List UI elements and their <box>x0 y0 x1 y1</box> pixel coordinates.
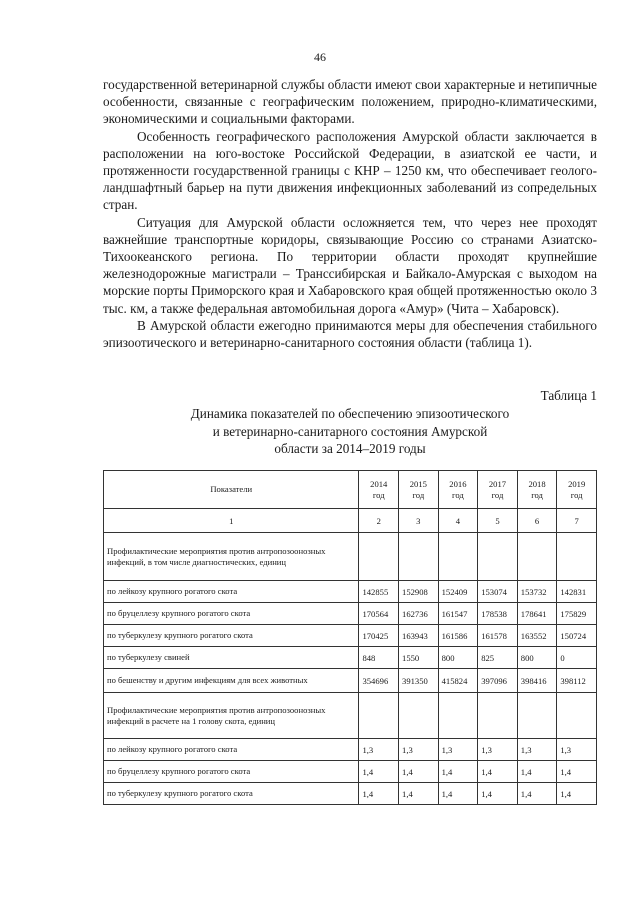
col-number: 1 <box>104 509 359 533</box>
table-row <box>104 533 597 581</box>
header-year: 2016 год <box>438 471 478 509</box>
cell-value: 1,3 <box>557 739 597 761</box>
header-year: 2017 год <box>478 471 518 509</box>
cell-value: 0 <box>557 647 597 669</box>
cell-value <box>557 533 597 581</box>
cell-value: 1,4 <box>359 783 399 805</box>
col-number: 5 <box>478 509 518 533</box>
col-number: 6 <box>517 509 557 533</box>
row-label: по туберкулезу крупного рогатого скота <box>104 625 359 647</box>
row-label: Профилактические мероприятия против антропозоонозных инфекций, в том числе диагностических, единиц <box>104 533 359 581</box>
cell-value <box>557 693 597 739</box>
cell-value: 150724 <box>557 625 597 647</box>
cell-value: 1,3 <box>478 739 518 761</box>
cell-value: 848 <box>359 647 399 669</box>
table-row <box>104 625 597 647</box>
col-number: 4 <box>438 509 478 533</box>
cell-value: 1,4 <box>478 761 518 783</box>
cell-value: 178538 <box>478 603 518 625</box>
cell-value <box>517 533 557 581</box>
row-label: Профилактические мероприятия против антропозоонозных инфекций в расчете на 1 голову скота, единиц <box>104 693 359 739</box>
row-label: по лейкозу крупного рогатого скота <box>104 739 359 761</box>
cell-value <box>517 693 557 739</box>
table-title <box>103 405 597 458</box>
header-year: 2018 год <box>517 471 557 509</box>
cell-value: 1,4 <box>478 783 518 805</box>
paragraph: Особенность географического расположения Амурской области заключается в расположении на юго-востоке Российской Федерации, в азиатской ее части, и протяженности государственной границы с КНР – 1250 км, что обеспечивает геолого-ландшафтный барьер на пути движения инфекционных заболеваний из сопредельных стран. <box>103 128 597 213</box>
table-title-line: области за 2014–2019 годы <box>274 441 426 456</box>
cell-value: 1,4 <box>438 761 478 783</box>
cell-value: 1,4 <box>557 783 597 805</box>
cell-value: 152409 <box>438 581 478 603</box>
cell-value: 1,3 <box>517 739 557 761</box>
table-row <box>104 693 597 739</box>
cell-value: 1,4 <box>438 783 478 805</box>
cell-value: 800 <box>438 647 478 669</box>
cell-value <box>438 693 478 739</box>
cell-value: 1,4 <box>557 761 597 783</box>
cell-value: 1,3 <box>438 739 478 761</box>
table-header-row <box>104 471 597 509</box>
cell-value: 397096 <box>478 669 518 693</box>
cell-value: 142855 <box>359 581 399 603</box>
table-row <box>104 783 597 805</box>
cell-value <box>478 533 518 581</box>
cell-value: 1,3 <box>399 739 439 761</box>
table-row <box>104 669 597 693</box>
header-year: 2014 год <box>359 471 399 509</box>
cell-value: 153732 <box>517 581 557 603</box>
cell-value: 163552 <box>517 625 557 647</box>
paragraph: Ситуация для Амурской области осложняется тем, что через нее проходят важнейшие транспортные коридоры, связывающие Россию со странами Азиатско-Тихоокеанского региона. По территории области проходят крупнейшие железнодорожные магистрали – Транссибирская и Байкало-Амурская с выходом на морские порты Приморского края и Хабаровского края общей протяженностью около 3 тыс. км, а также федеральная автомобильная дорога «Амур» (Чита – Хабаровск). <box>103 214 597 316</box>
cell-value: 398112 <box>557 669 597 693</box>
header-year: 2019 год <box>557 471 597 509</box>
cell-value: 161586 <box>438 625 478 647</box>
row-label: по бешенству и другим инфекциям для всех животных <box>104 669 359 693</box>
table-row <box>104 739 597 761</box>
cell-value <box>399 693 439 739</box>
row-label: по бруцеллезу крупного рогатого скота <box>104 761 359 783</box>
table-label: Таблица 1 <box>540 388 597 403</box>
cell-value <box>359 693 399 739</box>
cell-value: 153074 <box>478 581 518 603</box>
col-number: 7 <box>557 509 597 533</box>
cell-value: 152908 <box>399 581 439 603</box>
cell-value: 1,4 <box>517 783 557 805</box>
col-number: 3 <box>399 509 439 533</box>
cell-value: 1,4 <box>517 761 557 783</box>
cell-value: 354696 <box>359 669 399 693</box>
table-row <box>104 761 597 783</box>
paragraph: В Амурской области ежегодно принимаются меры для обеспечения стабильного эпизоотического и ветеринарно-санитарного состояния области (таблица 1). <box>103 317 597 351</box>
cell-value: 170425 <box>359 625 399 647</box>
table-title-line: и ветеринарно-санитарного состояния Амурской <box>212 423 488 439</box>
table-title-line: Динамика показателей по обеспечению эпизоотического <box>190 406 510 421</box>
header-indicator: Показатели <box>104 471 359 509</box>
table-row <box>104 581 597 603</box>
header-year: 2015 год <box>399 471 439 509</box>
cell-value: 161578 <box>478 625 518 647</box>
table-row <box>104 603 597 625</box>
cell-value: 1,4 <box>399 783 439 805</box>
cell-value: 161547 <box>438 603 478 625</box>
cell-value: 825 <box>478 647 518 669</box>
page-number: 46 <box>314 50 326 64</box>
cell-value <box>438 533 478 581</box>
cell-value: 162736 <box>399 603 439 625</box>
cell-value: 1,4 <box>399 761 439 783</box>
paragraph: государственной ветеринарной службы области имеют свои характерные и нетипичные особенности, связанные с географическим положением, природно-климатическими, экономическими и социальными факторами. <box>103 77 597 127</box>
cell-value: 178641 <box>517 603 557 625</box>
row-label: по бруцеллезу крупного рогатого скота <box>104 603 359 625</box>
body-text <box>103 76 597 351</box>
cell-value <box>478 693 518 739</box>
cell-value: 800 <box>517 647 557 669</box>
cell-value: 142831 <box>557 581 597 603</box>
cell-value <box>399 533 439 581</box>
table-col-number-row <box>104 509 597 533</box>
cell-value: 415824 <box>438 669 478 693</box>
cell-value <box>359 533 399 581</box>
cell-value: 175829 <box>557 603 597 625</box>
indicators-table <box>103 470 597 805</box>
cell-value: 391350 <box>399 669 439 693</box>
cell-value: 170564 <box>359 603 399 625</box>
table-row <box>104 647 597 669</box>
row-label: по лейкозу крупного рогатого скота <box>104 581 359 603</box>
cell-value: 1,4 <box>359 761 399 783</box>
cell-value: 163943 <box>399 625 439 647</box>
cell-value: 1550 <box>399 647 439 669</box>
cell-value: 398416 <box>517 669 557 693</box>
cell-value: 1,3 <box>359 739 399 761</box>
col-number: 2 <box>359 509 399 533</box>
row-label: по туберкулезу свиней <box>104 647 359 669</box>
row-label: по туберкулезу крупного рогатого скота <box>104 783 359 805</box>
